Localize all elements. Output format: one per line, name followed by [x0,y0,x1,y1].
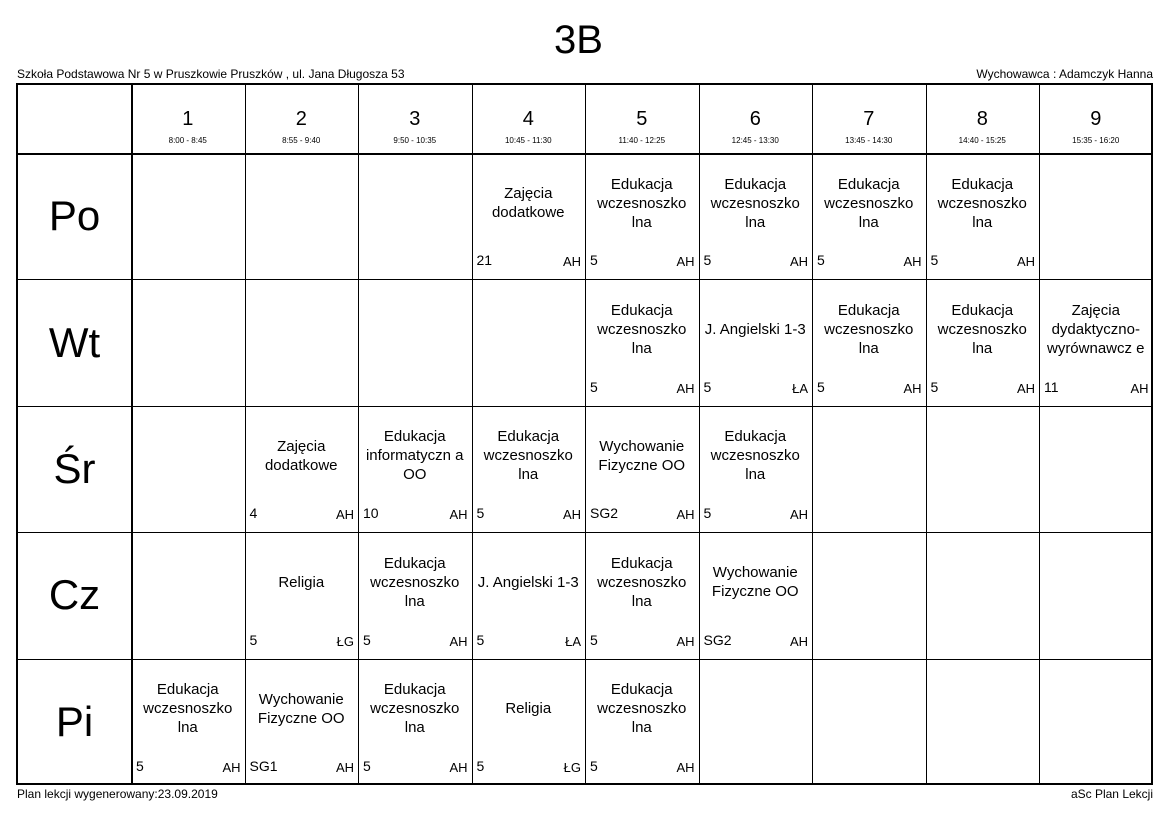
lesson-room: 5 [590,252,598,269]
period-header [926,85,1040,153]
lesson-subject: Edukacja wczesnoszko lna [597,175,687,231]
lesson-room: 5 [136,757,144,774]
lesson-cell[interactable] [1039,279,1153,405]
lesson-subject: Religia [278,573,325,591]
lesson-room: SG2 [703,631,732,648]
lesson-teacher: AH [562,254,581,270]
period-time: 10:45 - 11:30 [504,136,552,145]
lesson-subject: Edukacja informatyczn a OO [365,428,464,484]
lesson-cell[interactable] [699,532,813,658]
lesson-teacher: ŁG [336,633,354,649]
lesson-room: 11 [1044,378,1059,395]
period-number: 4 [522,108,534,130]
lesson-room: SG2 [590,505,619,522]
lesson-subject: Edukacja wczesnoszko lna [597,681,687,737]
lesson-cell[interactable] [472,153,586,279]
lesson-cell[interactable] [699,279,813,405]
lesson-teacher: AH [335,759,354,775]
lesson-teacher: AH [1130,380,1149,396]
day-label: Śr [53,444,96,492]
period-time: 13:45 - 14:30 [845,136,893,145]
lesson-cell[interactable] [131,659,245,785]
period-header [812,85,926,153]
period-number: 6 [749,108,761,130]
lesson-cell[interactable] [585,532,699,658]
period-number: 2 [295,108,307,130]
lesson-cell[interactable] [358,659,472,785]
lesson-room: 5 [590,757,598,774]
period-time: 15:35 - 16:20 [1072,136,1120,145]
lesson-teacher: AH [789,254,808,270]
lesson-subject: J. Angielski 1-3 [704,321,806,339]
school-name: Szkoła Podstawowa Nr 5 w Pruszkowie Pruszków , ul. Jana Długosza 53 [17,67,405,81]
software-credit: aSc Plan Lekcji [1070,787,1153,801]
lesson-room: 5 [590,378,598,395]
lesson-room: 5 [363,757,371,774]
lesson-teacher: AH [676,633,695,649]
lesson-subject: J. Angielski 1-3 [477,573,579,591]
lesson-teacher: AH [449,759,468,775]
lesson-room: 5 [476,757,485,774]
lesson-cell[interactable] [585,279,699,405]
lesson-room: 5 [590,631,598,648]
lesson-cell[interactable] [245,406,359,532]
lesson-subject: Edukacja wczesnoszko lna [370,554,460,610]
period-time: 14:40 - 15:25 [958,136,1006,145]
lesson-subject: Edukacja wczesnoszko lna [710,428,800,484]
period-header [131,85,245,153]
period-header [245,85,359,153]
lesson-cell[interactable] [812,153,926,279]
column-divider [1039,85,1040,783]
period-time: 12:45 - 13:30 [731,136,779,145]
day-label: Cz [48,571,101,619]
period-time: 8:00 - 8:45 [168,136,207,145]
lesson-subject: Zajęcia dodatkowe [491,185,565,222]
lesson-subject: Edukacja wczesnoszko lna [370,681,460,737]
period-header [358,85,472,153]
lesson-room: 5 [249,631,258,648]
period-time: 9:50 - 10:35 [393,136,437,145]
period-number: 1 [182,108,194,130]
lesson-teacher: AH [449,633,468,649]
lesson-cell[interactable] [926,153,1040,279]
lesson-subject: Edukacja wczesnoszko lna [143,681,233,737]
timetable-grid [16,83,1153,785]
lesson-room: 21 [476,252,493,269]
lesson-subject: Edukacja wczesnoszko lna [824,175,914,231]
generated-date: Plan lekcji wygenerowany:23.09.2019 [17,787,218,801]
lesson-teacher: AH [676,254,695,270]
lesson-subject: Edukacja wczesnoszko lna [483,428,573,484]
lesson-room: 5 [476,505,485,522]
lesson-teacher: ŁA [565,633,581,649]
lesson-cell[interactable] [812,279,926,405]
lesson-subject: Edukacja wczesnoszko lna [597,554,687,610]
lesson-room: 4 [249,505,258,522]
lesson-teacher: AH [676,759,695,775]
lesson-cell[interactable] [358,406,472,532]
period-header [1039,85,1153,153]
lesson-cell[interactable] [472,659,586,785]
lesson-subject: Zajęcia dydaktyczno-wyrównawcz e [1046,302,1145,358]
lesson-teacher: ŁG [563,759,581,775]
lesson-teacher: AH [903,380,922,396]
lesson-subject: Edukacja wczesnoszko lna [597,302,687,358]
lesson-cell[interactable] [585,659,699,785]
lesson-teacher: ŁA [792,380,808,396]
lesson-subject: Zajęcia dodatkowe [264,437,338,474]
lesson-teacher: AH [676,380,695,396]
lesson-subject: Edukacja wczesnoszko lna [937,302,1027,358]
day-label: Po [48,192,101,240]
lesson-room: 5 [930,378,939,395]
lesson-cell[interactable] [245,532,359,658]
period-time: 11:40 - 12:25 [618,136,666,145]
lesson-subject: Wychowanie Fizyczne OO [257,690,345,727]
lesson-cell[interactable] [926,279,1040,405]
lesson-teacher: AH [1016,380,1035,396]
lesson-teacher: AH [676,507,695,523]
lesson-teacher: AH [789,507,808,523]
lesson-cell[interactable] [699,153,813,279]
lesson-subject: Edukacja wczesnoszko lna [824,302,914,358]
lesson-room: 5 [817,378,825,395]
period-number: 7 [863,108,875,130]
lesson-subject: Wychowanie Fizyczne OO [711,564,799,601]
period-time: 8:55 - 9:40 [282,136,321,145]
period-header [699,85,813,153]
lesson-cell[interactable] [472,532,586,658]
lesson-teacher: AH [449,507,468,523]
lesson-cell[interactable] [699,406,813,532]
class-title: 3B [554,18,603,62]
lesson-teacher: AH [903,254,922,270]
period-number: 3 [409,108,421,130]
lesson-room: 5 [703,252,712,269]
lesson-room: 5 [703,505,712,522]
period-header [472,85,586,153]
lesson-room: 5 [817,252,825,269]
lesson-subject: Edukacja wczesnoszko lna [937,175,1027,231]
lesson-cell[interactable] [358,532,472,658]
day-label: Wt [48,318,101,366]
lesson-cell[interactable] [245,659,359,785]
period-number: 5 [636,108,648,130]
period-number: 9 [1090,108,1102,130]
day-label: Pi [55,697,94,745]
lesson-teacher: AH [222,759,241,775]
period-header [585,85,699,153]
lesson-subject: Edukacja wczesnoszko lna [710,175,800,231]
lesson-room: SG1 [249,757,278,774]
period-number: 8 [976,108,988,130]
lesson-room: 5 [476,631,485,648]
lesson-teacher: AH [789,633,808,649]
homeroom-teacher: Wychowawca : Adamczyk Hanna [976,67,1153,81]
lesson-cell[interactable] [472,406,586,532]
lesson-subject: Wychowanie Fizyczne OO [598,437,686,474]
lesson-room: 10 [363,505,379,522]
lesson-teacher: AH [1016,254,1035,270]
lesson-cell[interactable] [585,153,699,279]
lesson-room: 5 [363,631,371,648]
lesson-room: 5 [703,378,712,395]
lesson-room: 5 [930,252,939,269]
lesson-cell[interactable] [585,406,699,532]
lesson-teacher: AH [562,507,581,523]
lesson-teacher: AH [335,507,354,523]
lesson-subject: Religia [505,700,552,718]
